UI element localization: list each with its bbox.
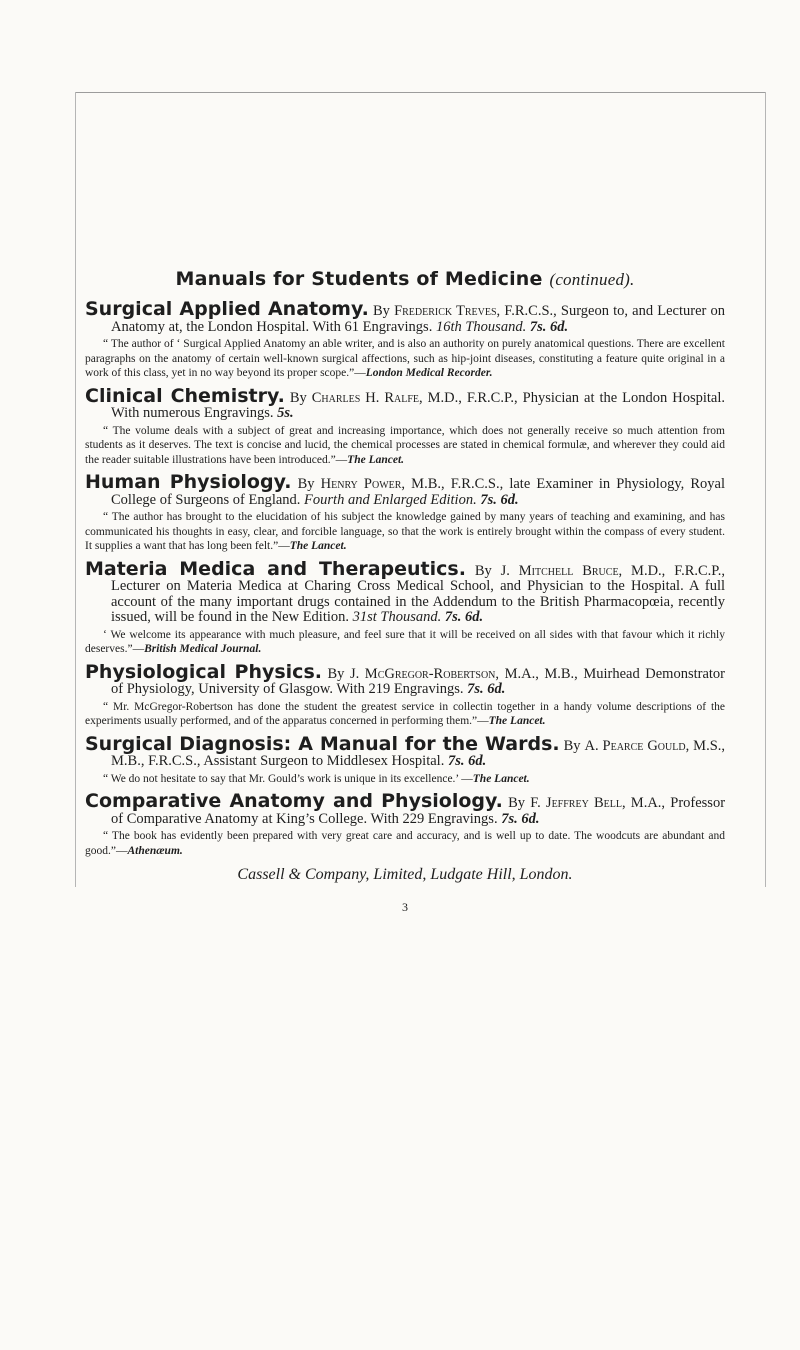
book-entry-heading [85,471,726,508]
publisher-imprint: Cassell & Company, Limited, Ludgate Hill, London. [237,866,573,883]
by-label: By [327,665,345,682]
review-quote: “ The volume deals with a subject of great and increasing importance, which does not generally receive so much attention from students as it deserves. The text is concise and lucid, the chemical processes are stated in chemical formulæ, and wherever they could aid the reader suitable illustrations have been introduced.”— [85,424,725,466]
book-title: Surgical Applied Anatomy. [85,298,369,320]
review-source: Athenæum. [127,844,183,857]
book-entry [85,660,725,729]
by-label: By [474,562,492,579]
book-author: Frederick Treves, [394,303,501,319]
page-frame-left-rule [75,92,76,887]
book-review [85,337,725,381]
book-details: F.R.C.S., Surgeon to, and Lecturer on Anatomy at, the London Hospital. With 61 Engravings. [111,303,726,335]
page-frame-right-rule [765,92,766,887]
review-source: The Lancet. [347,453,405,466]
review-source: London Medical Recorder. [365,367,493,379]
review-source: The Lancet. [472,772,530,785]
review-quote: “ The book has evidently been prepared with very great care and accuracy, and is well up to date. The woodcuts are abundant and good.”— [85,830,725,857]
book-entry-heading [85,557,726,626]
book-entry [85,298,726,381]
book-edition: 31st Thousand. [352,609,442,625]
book-details: M.S., M.B., F.R.C.S., Assistant Surgeon to Middlesex Hospital. [111,737,726,769]
book-details: M.A., M.B., Muirhead Demonstrator of Physiology, University of Glasgow. With 219 Engravings. [111,665,725,697]
review-quote: “ Mr. McGregor-Robertson has done the student the greatest service in collectin together in a handy volume descriptions of the experiments usually performed, and of the apparatus concerned in performing them.”— [85,700,725,727]
review-quote: ‘ We welcome its appearance with much pleasure, and feel sure that it will be received on all sides with that favour which it richly deserves.”— [85,628,725,655]
book-entry-heading [85,298,726,335]
review-quote: “ The author of ‘ Surgical Applied Anatomy an able writer, and is also an authority on purely anatomical questions. There are excellent paragraphs on the anatomy of certain well-known surgical affections, such as hip-joint diseases, constituting a feature quite original in a work of this class, yet in no way beyond its proper scope.”— [85,338,725,379]
book-author: J. Mitchell Bruce, M.D., [500,562,666,579]
book-price: 5s. [277,405,294,421]
page-number: 3 [402,900,408,914]
page-content [85,268,725,927]
book-entry-heading [85,660,725,698]
book-author: A. Pearce Gould, [584,737,690,754]
by-label: By [289,389,307,406]
book-review [85,829,725,858]
book-details: F.R.C.P., Physician at the London Hospital. With numerous Engravings. [111,389,726,421]
review-quote: “ We do not hesitate to say that Mr. Gould’s work is unique in its excellence.’ — [103,772,473,785]
book-review [85,510,725,554]
by-label: By [563,737,581,754]
book-title: Comparative Anatomy and Physiology. [85,790,503,812]
book-entry [85,557,726,657]
by-label: By [372,303,390,319]
review-source: The Lancet. [289,540,347,552]
book-author: F. Jeffrey Bell, M.A., [530,795,666,811]
book-edition: Fourth and Enlarged Edition. [304,491,477,508]
book-entry [85,471,726,554]
book-price: 7s. 6d. [467,681,506,697]
book-title: Human Physiology. [85,471,292,493]
book-price: 7s. 6d. [447,753,487,769]
book-details: F.R.C.P., Lecturer on Materia Medica at Charing Cross Medical School, and Physician to the Hospital. A full account of the many important drugs contained in the Addendum to the British Pharmacopœia, recently issued, will be found in the New Edition. [111,562,726,625]
book-author: Charles H. Ralfe, M.D., [311,389,462,406]
book-review [85,424,725,468]
book-review [85,628,725,657]
page-frame-top-rule [75,92,765,93]
review-source: British Medical Journal. [144,643,262,655]
book-details: F.R.C.S., late Examiner in Physiology, Royal College of Surgeons of England. [111,476,726,508]
book-details: Professor of Comparative Anatomy at King’s College. With 229 Engravings. [111,795,726,827]
book-title: Surgical Diagnosis: A Manual for the Wards. [85,732,560,755]
book-price: 7s. 6d. [501,810,540,827]
book-edition: 16th Thousand. [435,318,527,335]
book-title: Materia Medica and Therapeutics. [85,557,466,580]
review-quote: “ The author has brought to the elucidation of his subject the knowledge gained by many years of teaching and examining, and has communicated his thoughts in easy, clear, and forcible language, so that the work is entirely brought within the compass of every student. It supplies a want that has long been felt.”— [85,511,725,552]
book-entry [85,732,726,787]
book-list [85,298,726,858]
book-review [85,700,725,729]
book-entry [85,384,726,468]
review-source: The Lancet. [488,715,546,727]
by-label: By [297,476,315,492]
book-review [85,772,725,787]
page-title-continued: (continued). [549,270,635,289]
book-price: 7s. 6d. [444,609,484,625]
book-price: 7s. 6d. [529,318,569,335]
book-entry-heading [85,732,726,770]
book-author: Henry Power, M.B., [320,476,445,492]
book-entry [85,790,726,858]
page-title [85,268,725,290]
page-title-text: Manuals for Students of Medicine [175,268,543,290]
book-title: Clinical Chemistry. [85,384,285,407]
book-title: Physiological Physics. [85,660,322,683]
book-price: 7s. 6d. [480,491,519,508]
by-label: By [508,795,525,811]
book-entry-heading [85,790,726,827]
book-entry-heading [85,384,726,422]
book-author: J. McGregor-Robertson, [349,665,500,682]
